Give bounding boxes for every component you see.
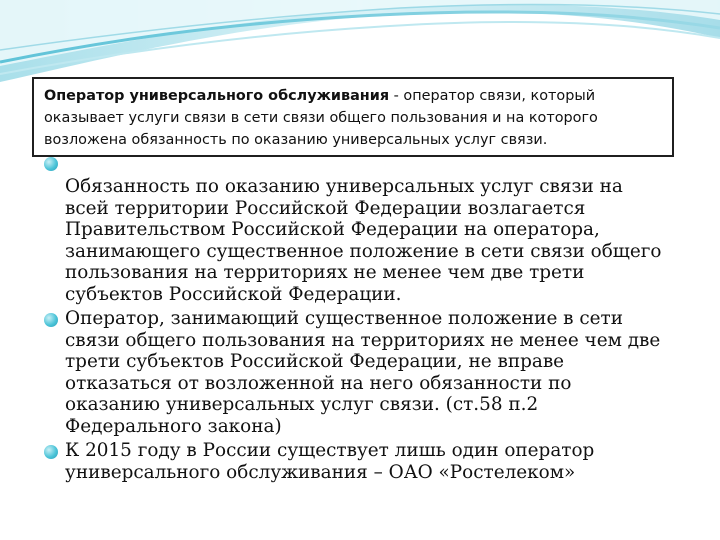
text-line: Правительством Российской Федерации на оператора, <box>65 219 600 240</box>
text-line: отказаться от возложенной на него обязанности по <box>65 372 572 394</box>
text-line: оказанию универсальных услуг связи. (ст.58 п.2 <box>65 394 539 415</box>
text-line: Федерального закона) <box>65 415 282 437</box>
definition-term: Оператор универсального обслуживания <box>44 88 390 104</box>
definition-line-3: возложена обязанность по оказанию универсальных услуг связи. <box>44 132 548 148</box>
text-line: Оператор, занимающий существенное положение в сети <box>65 308 623 329</box>
text-line: субъектов Российской Федерации. <box>65 283 402 305</box>
text-line: всей территории Российской Федерации возлагается <box>65 197 586 219</box>
bullet-3-text <box>65 440 685 483</box>
bullet-marker <box>44 445 58 459</box>
text-line: Обязанность по оказанию универсальных услуг связи на <box>65 176 623 197</box>
text-line: К 2015 году в России существует лишь один оператор <box>65 440 595 461</box>
definition-line-2: оказывает услуги связи в сети связи общего пользования и на которого <box>44 110 598 126</box>
text-line: пользования на территориях не менее чем две трети <box>65 262 585 283</box>
text-line: универсального обслуживания – ОАО «Ростелеком» <box>65 461 576 483</box>
definition-text: - оператор связи, который <box>389 88 596 104</box>
bullet-marker <box>44 313 58 327</box>
text-line: занимающего существенное положение в сети связи общего <box>65 240 662 262</box>
bullet-marker <box>44 157 58 171</box>
text-line: связи общего пользования на территориях не менее чем две <box>65 329 661 351</box>
bullet-1-text <box>65 176 685 305</box>
text-line: трети субъектов Российской Федерации, не вправе <box>65 351 565 372</box>
bullet-2-text <box>65 308 685 437</box>
definition-box <box>32 77 674 157</box>
definition-line-1 <box>44 85 662 107</box>
